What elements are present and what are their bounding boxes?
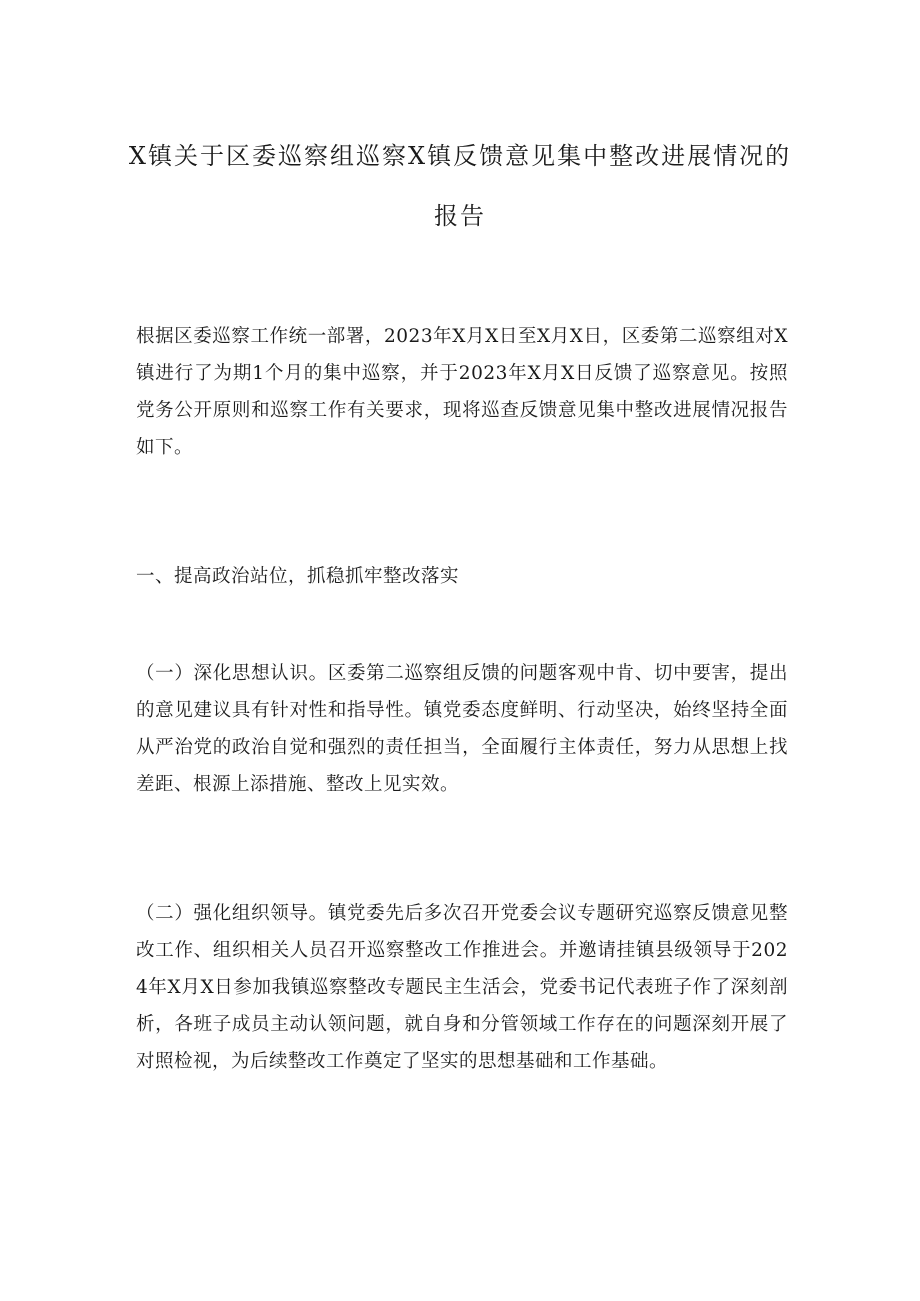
subsection-2-paragraph: （二）强化组织领导。镇党委先后多次召开党委会议专题研究巡察反馈意见整改工作、组织相关人员召开巡察整改工作推进会。并邀请挂镇县级领导于2024年X月X日参加我镇巡察整改专题民主生活会，党委书记代表班子作了深刻剖析，各班子成员主动认领问题，就自身和分管领域工作存在的问题深刻开展了对照检视，为后续整改工作奠定了坚实的思想基础和工作基础。: [136, 903, 788, 1072]
subsection-1-paragraph: （一）深化思想认识。区委第二巡察组反馈的问题客观中肯、切中要害，提出的意见建议具有针对性和指导性。镇党委态度鲜明、行动坚决，始终坚持全面从严治党的政治自觉和强烈的责任担当，全面履行主体责任，努力从思想上找差距、根源上添措施、整改上见实效。: [136, 663, 788, 795]
document-title-line-2: 报告: [434, 202, 486, 230]
section-1-heading: 一、提高政治站位，抓稳抓牢整改落实: [136, 566, 460, 587]
intro-paragraph: 根据区委巡察工作统一部署，2023年X月X日至X月X日，区委第二巡察组对X镇进行了为期1个月的集中巡察，并于2023年X月X日反馈了巡察意见。按照党务公开原则和巡察工作有关要求，现将巡查反馈意见集中整改进展情况报告如下。: [136, 326, 788, 458]
document-title-line-1: X镇关于区委巡察组巡察X镇反馈意见集中整改进展情况的: [128, 142, 792, 170]
